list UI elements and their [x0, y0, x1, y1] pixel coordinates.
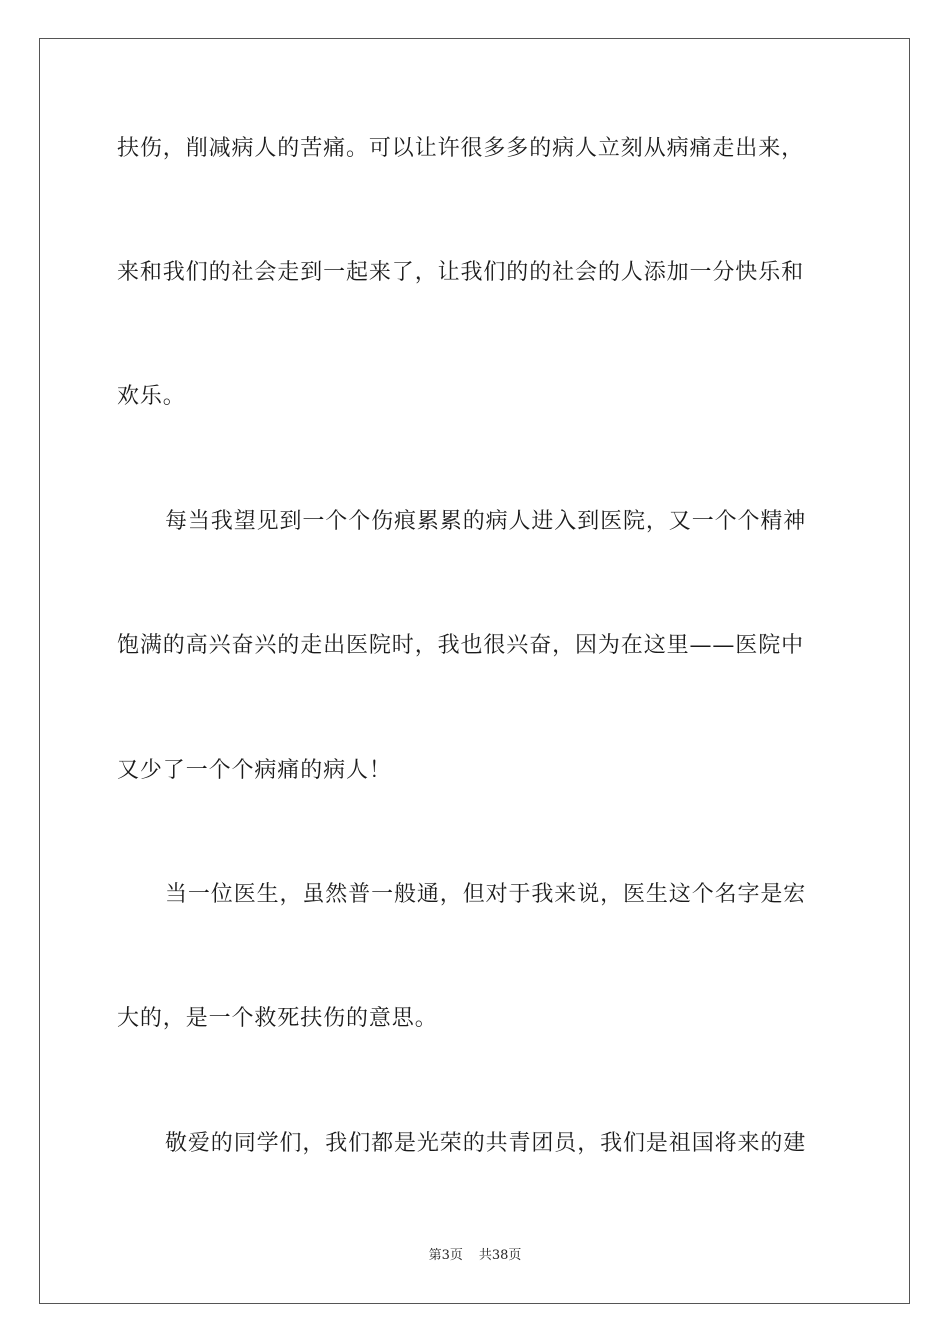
paragraph-line: 来和我们的社会走到一起来了，让我们的的社会的人添加一分快乐和	[117, 260, 805, 285]
paragraph-line: 当一位医生，虽然普一般通，但对于我来说，医生这个名字是宏	[165, 882, 807, 907]
paragraph-line: 饱满的高兴奋兴的走出医院时，我也很兴奋，因为在这里——医院中	[117, 633, 805, 658]
page-border	[39, 38, 910, 1304]
paragraph-line: 欢乐。	[117, 384, 186, 409]
paragraph-line: 大的，是一个救死扶伤的意思。	[117, 1006, 438, 1031]
page-number: 第3页	[428, 1248, 463, 1263]
paragraph-line: 敬爱的同学们，我们都是光荣的共青团员，我们是祖国将来的建	[165, 1131, 807, 1156]
paragraph-line: 每当我望见到一个个伤痕累累的病人进入到医院，又一个个精神	[165, 509, 807, 534]
paragraph-line: 又少了一个个病痛的病人！	[117, 758, 392, 783]
page-footer	[0, 1247, 950, 1265]
page-total: 共38页	[478, 1248, 522, 1263]
paragraph-line: 扶伤，削减病人的苦痛。可以让许很多多的病人立刻从病痛走出来，	[117, 136, 805, 161]
